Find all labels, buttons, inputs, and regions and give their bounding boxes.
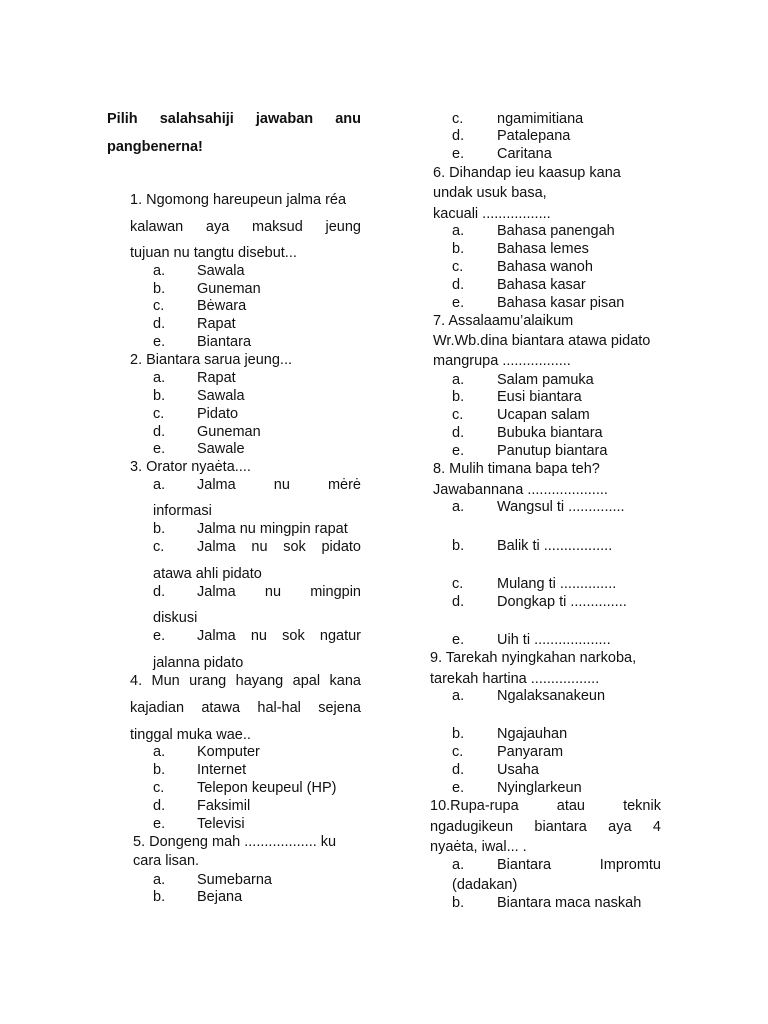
option-text: Jalma nu mingpin rapat xyxy=(197,521,348,537)
question-10-line-2 xyxy=(430,818,661,836)
option-text: Panyaram xyxy=(497,744,564,760)
option-text: Guneman xyxy=(197,281,261,297)
option-letter: c. xyxy=(452,259,464,275)
option-text: Patalepana xyxy=(497,128,571,144)
question-6-line-3: kacuali ................. xyxy=(433,206,551,222)
question-4-line-3: tinggal muka wae.. xyxy=(130,727,251,743)
option-letter: b. xyxy=(153,281,166,297)
option-continuation: informasi xyxy=(153,503,212,519)
question-2-line-1: 2. Biantara sarua jeung... xyxy=(130,352,293,368)
option-text: Uih ti ................... xyxy=(497,632,611,648)
question-9-line-1: 9. Tarekah nyingkahan narkoba, xyxy=(430,650,637,666)
option-text: Sawala xyxy=(197,388,245,404)
option-letter: e. xyxy=(452,295,465,311)
question-10-line-1 xyxy=(430,797,661,815)
option-text xyxy=(497,856,661,874)
option-letter: d. xyxy=(452,425,465,441)
option-text: Caritana xyxy=(497,146,552,162)
option-text: Sawala xyxy=(197,263,245,279)
question-word: atawa xyxy=(201,700,241,716)
option-letter: c. xyxy=(153,406,165,422)
option-word: mingpin xyxy=(310,584,361,600)
option-text: Bahasa kasar xyxy=(497,277,586,293)
option-text: ngamimitiana xyxy=(497,111,584,127)
option-letter: b. xyxy=(153,762,166,778)
option-text: Bahasa lemes xyxy=(497,241,589,257)
option-letter: b. xyxy=(153,889,166,905)
option-continuation: jalanna pidato xyxy=(153,655,244,671)
option-text: Balik ti ................. xyxy=(497,538,613,554)
option-text: Internet xyxy=(197,762,247,778)
option-text: Usaha xyxy=(497,762,539,778)
instruction-word: salahsahiji xyxy=(159,111,234,127)
option-letter: b. xyxy=(153,521,166,537)
option-text: Bėwara xyxy=(197,298,247,314)
question-word: teknik xyxy=(623,798,661,814)
option-word: ngatur xyxy=(319,628,361,644)
option-continuation: diskusi xyxy=(153,610,198,626)
question-6-line-2: undak usuk basa, xyxy=(433,185,547,201)
option-text: Faksimil xyxy=(197,798,251,814)
question-word: apal xyxy=(292,673,321,689)
option-word: nu xyxy=(250,628,267,644)
option-letter: a. xyxy=(153,263,166,279)
question-word: hayang xyxy=(235,673,284,689)
option-text: Bahasa wanoh xyxy=(497,259,593,275)
option-text: Wangsul ti .............. xyxy=(497,499,625,515)
option-text: Rapat xyxy=(197,316,236,332)
option-text xyxy=(197,583,361,601)
option-text: Salam pamuka xyxy=(497,372,594,388)
option-word: Jalma xyxy=(197,477,236,493)
option-letter: a. xyxy=(452,223,465,239)
option-word: mėrė xyxy=(327,477,361,493)
option-letter: c. xyxy=(153,539,165,555)
question-word: aya xyxy=(205,219,230,235)
question-6-line-1: 6. Dihandap ieu kaasup kana xyxy=(433,165,621,181)
option-letter: e. xyxy=(153,441,166,457)
option-letter: a. xyxy=(452,499,465,515)
question-word: kana xyxy=(329,673,361,689)
question-4-line-1 xyxy=(130,672,361,690)
question-word: 4 xyxy=(652,819,661,835)
option-letter: e. xyxy=(452,632,465,648)
option-text: Bahasa kasar pisan xyxy=(497,295,625,311)
question-word: 4. xyxy=(130,673,143,689)
option-text: Sawale xyxy=(197,441,245,457)
option-text: Guneman xyxy=(197,424,261,440)
question-5-line-1: 5. Dongeng mah .................. ku xyxy=(133,834,337,850)
option-word: Jalma xyxy=(197,628,236,644)
question-word: jeung xyxy=(325,219,361,235)
option-word: Biantara xyxy=(497,857,552,873)
option-letter: e. xyxy=(153,334,166,350)
question-9-line-2: tarekah hartina ................. xyxy=(430,671,600,687)
option-text: Bejana xyxy=(197,889,243,905)
option-text: Telepon keupeul (HP) xyxy=(197,780,337,796)
option-text: Dongkap ti .............. xyxy=(497,594,627,610)
option-letter: a. xyxy=(452,372,465,388)
option-letter: a. xyxy=(153,477,166,493)
question-word: ngadugikeun xyxy=(430,819,514,835)
instruction-word: Pilih xyxy=(107,111,138,127)
option-text xyxy=(197,476,361,494)
instruction-word: jawaban xyxy=(255,111,314,127)
option-letter: c. xyxy=(452,576,464,592)
option-text: Bahasa panengah xyxy=(497,223,615,239)
option-text xyxy=(197,538,361,556)
option-letter: e. xyxy=(452,146,465,162)
question-7-line-1: 7. Assalaamu’alaikum xyxy=(433,313,574,329)
option-text: Rapat xyxy=(197,370,236,386)
option-letter: d. xyxy=(153,798,166,814)
question-word: sejena xyxy=(318,700,361,716)
question-7-line-2: Wr.Wb.dina biantara atawa pidato xyxy=(433,333,651,349)
option-letter: c. xyxy=(153,780,165,796)
option-text: Biantara maca naskah xyxy=(497,895,642,911)
option-letter: d. xyxy=(153,316,166,332)
option-letter: b. xyxy=(153,388,166,404)
option-letter: a. xyxy=(153,744,166,760)
option-letter: e. xyxy=(452,443,465,459)
question-word: urang xyxy=(189,673,227,689)
question-8-line-2: Jawabannana .................... xyxy=(433,482,608,498)
question-4-line-2 xyxy=(130,699,361,717)
option-letter: b. xyxy=(452,241,465,257)
option-text: Komputer xyxy=(197,744,260,760)
question-8-line-1: 8. Mulih timana bapa teh? xyxy=(433,461,600,477)
option-continuation: (dadakan) xyxy=(452,877,518,893)
option-letter: d. xyxy=(452,762,465,778)
option-text: Panutup biantara xyxy=(497,443,608,459)
option-letter: a. xyxy=(452,688,465,704)
option-letter: a. xyxy=(153,370,166,386)
question-1-line-1: 1. Ngomong hareupeun jalma réa xyxy=(130,192,347,208)
option-letter: c. xyxy=(153,298,165,314)
option-word: sok xyxy=(282,628,305,644)
option-letter: c. xyxy=(452,111,464,127)
question-word: hal-hal xyxy=(257,700,301,716)
question-3-line-1: 3. Orator nyaėta.... xyxy=(130,459,251,475)
question-word: Mun xyxy=(151,673,180,689)
option-letter: e. xyxy=(452,780,465,796)
option-word: sok xyxy=(283,539,306,555)
question-word: 10.Rupa-rupa xyxy=(430,798,519,814)
option-letter: b. xyxy=(452,726,465,742)
question-1-line-2 xyxy=(130,218,361,236)
option-letter: a. xyxy=(153,872,166,888)
question-10-line-3: nyaėta, iwal... . xyxy=(430,839,527,855)
instruction-line-1 xyxy=(107,110,361,128)
option-letter: d. xyxy=(452,277,465,293)
option-letter: b. xyxy=(452,538,465,554)
question-7-line-3: mangrupa ................. xyxy=(433,353,571,369)
option-word: nu xyxy=(273,477,290,493)
question-word: aya xyxy=(608,819,632,835)
option-text: Ngalaksanakeun xyxy=(497,688,606,704)
option-word: pidato xyxy=(321,539,361,555)
option-letter: b. xyxy=(452,895,465,911)
option-word: Jalma xyxy=(197,584,236,600)
question-5-line-2: cara lisan. xyxy=(133,853,200,869)
option-text: Pidato xyxy=(197,406,239,422)
option-text: Televisi xyxy=(197,816,245,832)
option-continuation: atawa ahli pidato xyxy=(153,566,262,582)
option-text: Nyinglarkeun xyxy=(497,780,582,796)
question-word: kalawan xyxy=(130,219,184,235)
instruction-line-2: pangbenerna! xyxy=(107,139,203,155)
option-letter: d. xyxy=(452,128,465,144)
option-letter: d. xyxy=(153,424,166,440)
option-word: nu xyxy=(264,584,282,600)
option-text: Bubuka biantara xyxy=(497,425,603,441)
option-letter: c. xyxy=(452,744,464,760)
option-text: Eusi biantara xyxy=(497,389,582,405)
question-word: kajadian xyxy=(130,700,185,716)
option-letter: d. xyxy=(452,594,465,610)
option-text: Biantara xyxy=(197,334,252,350)
question-word: atau xyxy=(556,798,585,814)
option-word: Jalma xyxy=(197,539,236,555)
option-text: Ucapan salam xyxy=(497,407,590,423)
option-text: Sumebarna xyxy=(197,872,272,888)
question-word: biantara xyxy=(534,819,587,835)
question-word: maksud xyxy=(252,219,303,235)
option-text xyxy=(197,627,361,645)
option-word: Impromtu xyxy=(599,857,661,873)
option-letter: d. xyxy=(153,584,166,600)
option-letter: e. xyxy=(153,816,166,832)
option-letter: a. xyxy=(452,857,465,873)
option-word: nu xyxy=(251,539,268,555)
option-text: Ngajauhan xyxy=(497,726,568,742)
option-text: Mulang ti .............. xyxy=(497,576,617,592)
option-letter: e. xyxy=(153,628,166,644)
option-letter: b. xyxy=(452,389,465,405)
instruction-word: anu xyxy=(335,111,361,127)
question-1-line-3: tujuan nu tangtu disebut... xyxy=(130,245,297,261)
option-letter: c. xyxy=(452,407,464,423)
